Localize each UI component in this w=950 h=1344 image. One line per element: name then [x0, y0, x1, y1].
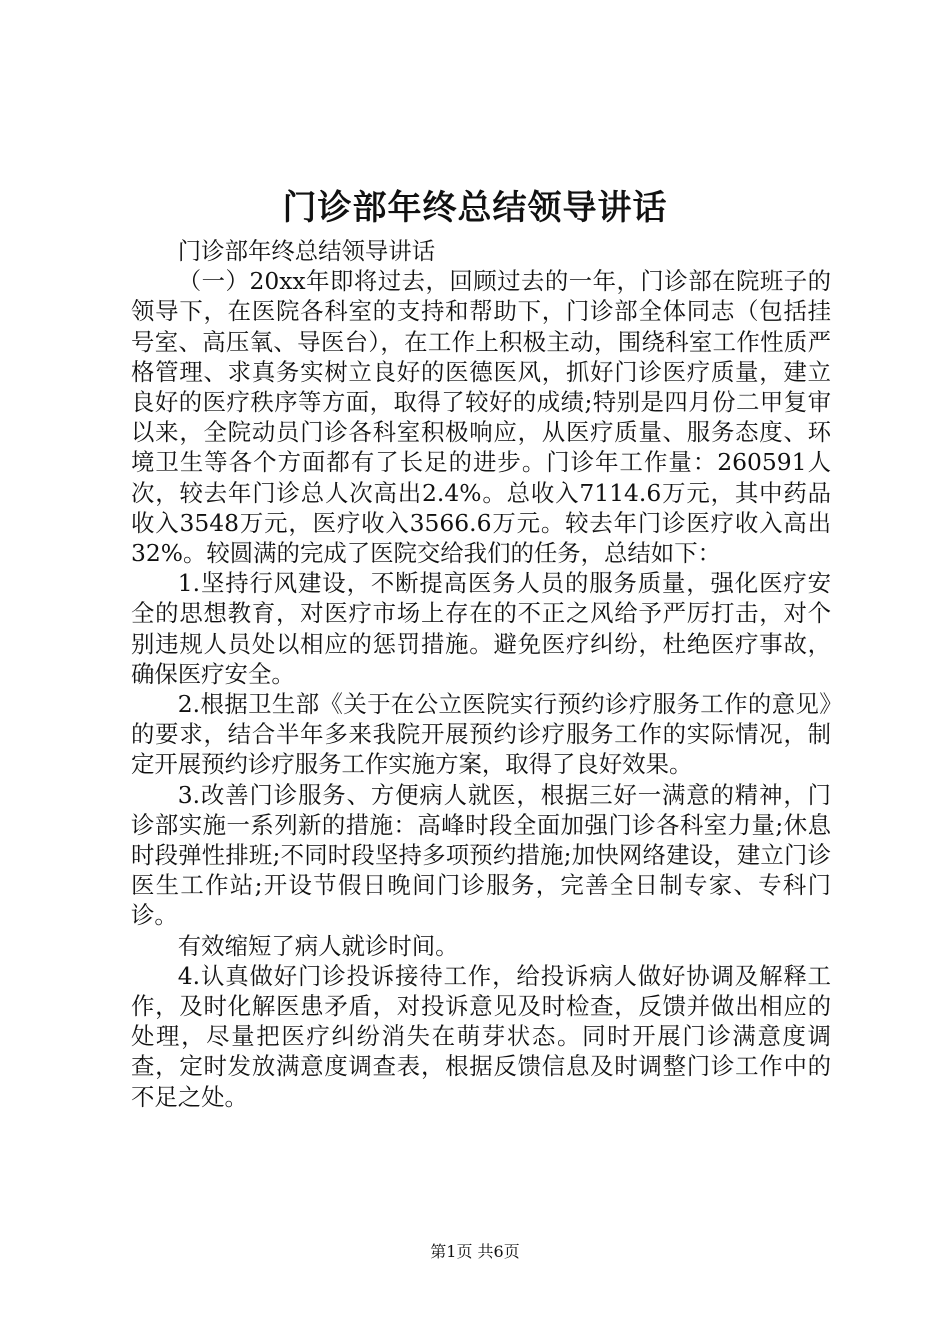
- document-title: 门诊部年终总结领导讲话: [282, 188, 668, 228]
- page-number: 第1页 共6页: [430, 1242, 520, 1261]
- document-body: [131, 236, 831, 1112]
- paragraph-subtitle: 门诊部年终总结领导讲话: [177, 237, 436, 265]
- paragraph-intro: （一）20xx年即将过去，回顾过去的一年，门诊部在院班子的领导下，在医院各科室的支持和帮助下，门诊部全体同志（包括挂号室、高压氧、导医台），在工作上积极主动，围绕科室工作性质严格管理、求真务实树立良好的医德医风，抓好门诊医疗质量，建立良好的医疗秩序等方面，取得了较好的成绩;特别是四月份二甲复审以来，全院动员门诊各科室积极响应，从医疗质量、服务态度、环境卫生等各个方面都有了长足的进步。门诊年工作量：260591人次，较去年门诊总人次高出2.4%。总收入7114.6万元，其中药品收入3548万元，医疗收入3566.6万元。较去年门诊医疗收入高出32%。较圆满的完成了医院交给我们的任务，总结如下：: [131, 267, 831, 568]
- paragraph-item-1: 1.坚持行风建设，不断提高医务人员的服务质量，强化医疗安全的思想教育，对医疗市场上存在的不正之风给予严厉打击，对个别违规人员处以相应的惩罚措施。避免医疗纠纷，杜绝医疗事故，确保医疗安全。: [131, 569, 831, 688]
- paragraph-item-3-continued: 有效缩短了病人就诊时间。: [177, 931, 459, 960]
- paragraph-item-4: 4.认真做好门诊投诉接待工作，给投诉病人做好协调及解释工作，及时化解医患矛盾，对投诉意见及时检查，反馈并做出相应的处理，尽量把医疗纠纷消失在萌芽状态。同时开展门诊满意度调查，定时发放满意度调查表，根据反馈信息及时调整门诊工作中的不足之处。: [131, 961, 831, 1111]
- paragraph-item-3: 3.改善门诊服务、方便病人就医，根据三好一满意的精神，门诊部实施一系列新的措施：高峰时段全面加强门诊各科室力量;休息时段弹性排班;不同时段坚持多项预约措施;加快网络建设，建立门诊医生工作站;开设节假日晚间门诊服务，完善全日制专家、专科门诊。: [131, 780, 831, 930]
- paragraph-item-2: 2.根据卫生部《关于在公立医院实行预约诊疗服务工作的意见》的要求，结合半年多来我院开展预约诊疗服务工作的实际情况，制定开展预约诊疗服务工作实施方案，取得了良好效果。: [131, 690, 831, 779]
